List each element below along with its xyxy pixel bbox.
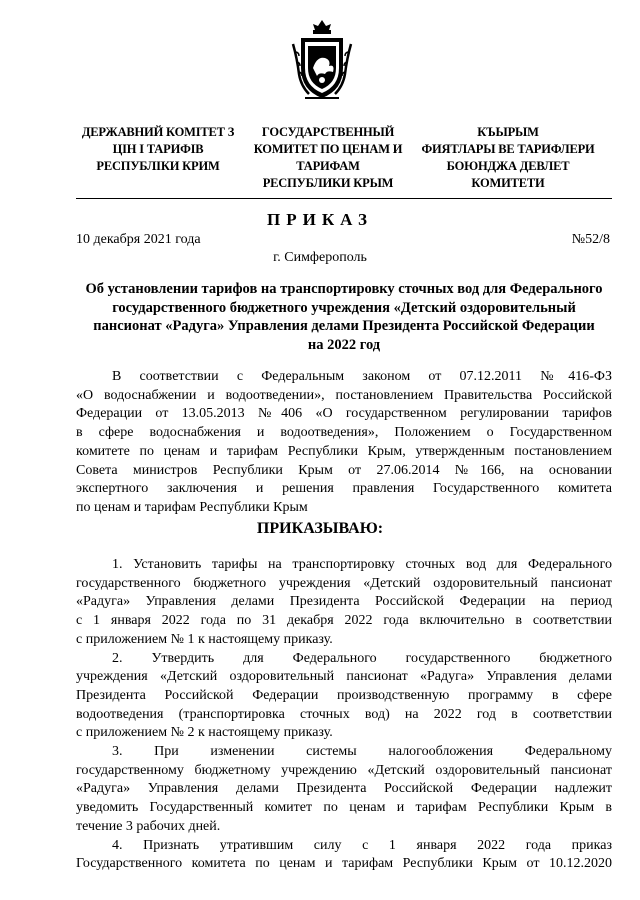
item-line: водоотведения (транспортировка сточных вод) на 2022 год в соответствии [76,706,612,722]
item-line: с 1 января 2022 года по 31 декабря 2022 года включительно в соответствии [76,613,612,629]
coat-of-arms-emblem [291,18,353,102]
org-ct-line: БОЮНДЖА ДЕВЛЕТ [446,159,570,173]
item-line: 4. Признать утратившим силу с 1 января 2022 года приказ [112,837,612,853]
subject-line: на 2022 год [307,336,381,353]
document-title: ПРИКАЗ [267,210,373,229]
org-name-russian [248,124,408,192]
item-line: течение 3 рабочих дней. [76,818,221,834]
document-subject [76,280,612,354]
item-line: учреждения «Детский оздоровительный пансионат «Радуга» Управления делами [76,669,612,685]
preamble-line: «О водоснабжении и водоотведении», постановлением Правительства Российской [76,387,612,403]
subject-line: государственного бюджетного учреждения «Детский оздоровительный [112,299,576,316]
org-ct-line: ФИЯТЛАРЫ ВЕ ТАРИФЛЕРИ [421,142,595,156]
order-heading: ПРИКАЗЫВАЮ: [256,520,384,537]
preamble-line: В соответствии с Федеральным законом от 07.12.2011 №416-ФЗ [112,369,612,384]
org-ru-line: ГОСУДАРСТВЕННЫЙ [261,125,395,139]
org-name-crimean-tatar [420,124,596,192]
org-ua-line: ЦІН І ТАРИФІВ [112,142,204,156]
org-ct-line: КОМИТЕТИ [471,176,545,190]
org-ru-line: ТАРИФАМ [296,159,360,173]
org-ct-line: КЪЫРЫМ [477,125,539,139]
item-line: государственного бюджетного учреждения «Детский оздоровительный пансионат [76,575,612,591]
item-line: с приложением № 2 к настоящему приказу. [76,725,333,741]
preamble-line: комитете по ценам и тарифам Республики Крым, утвержденным постановлением [76,443,612,459]
item-line: «Радуга» Управления делами Президента Российской Федерации на период [76,594,612,610]
document-number: №52/8 [571,232,610,247]
org-name-ukrainian [80,124,236,175]
item-line: Президента Российской Федерации производственную программу в сфере [76,687,612,703]
preamble-line: Федерации от 13.05.2013 №406 «О государственном регулировании тарифов [76,406,612,422]
preamble-line: по ценам и тарифам Республики Крым [76,499,308,515]
item-line: государственному бюджетному учреждению «Детский оздоровительный пансионат [76,762,612,778]
item-line: «Радуга» Управления делами Президента Российской Федерации надлежит [76,781,612,797]
item-line: уведомить Государственный комитет по ценам и тарифам Республики Крым в [76,800,612,816]
org-ua-line: ДЕРЖАВНИЙ КОМІТЕТ З [81,125,235,139]
document-city: г. Симферополь [273,250,367,265]
preamble-line: в сфере водоснабжения и водоотведения», Положением о Государственном [76,425,612,441]
subject-line: пансионат «Радуга» Управления делами Президента Российской Федерации [93,318,595,334]
item-line: 2. Утвердить для Федерального государственного бюджетного [112,650,612,666]
item-line: 3. При изменении системы налогообложения Федеральному [112,744,612,760]
org-ua-line: РЕСПУБЛІКИ КРИМ [96,159,220,173]
item-line: 1. Установить тарифы на транспортировку сточных вод для Федерального [112,557,612,572]
header-divider [76,198,612,199]
item-line: Государственного комитета по ценам и тарифам Республики Крым от 10.12.2020 [76,856,612,872]
preamble-paragraph [76,368,612,518]
order-items [76,556,612,874]
org-ru-line: РЕСПУБЛИКИ КРЫМ [262,176,394,190]
document-date: 10 декабря 2021 года [76,232,201,247]
org-ru-line: КОМИТЕТ ПО ЦЕНАМ И [253,142,403,156]
preamble-line: экспертного заключения и решения правления Государственного комитета [76,481,612,497]
item-line: с приложением № 1 к настоящему приказу. [76,631,333,647]
subject-line: Об установлении тарифов на транспортировку сточных вод для Федерального [85,281,603,297]
preamble-line: Совета министров Республики Крым от 27.06.2014 №166, на основании [76,462,612,478]
